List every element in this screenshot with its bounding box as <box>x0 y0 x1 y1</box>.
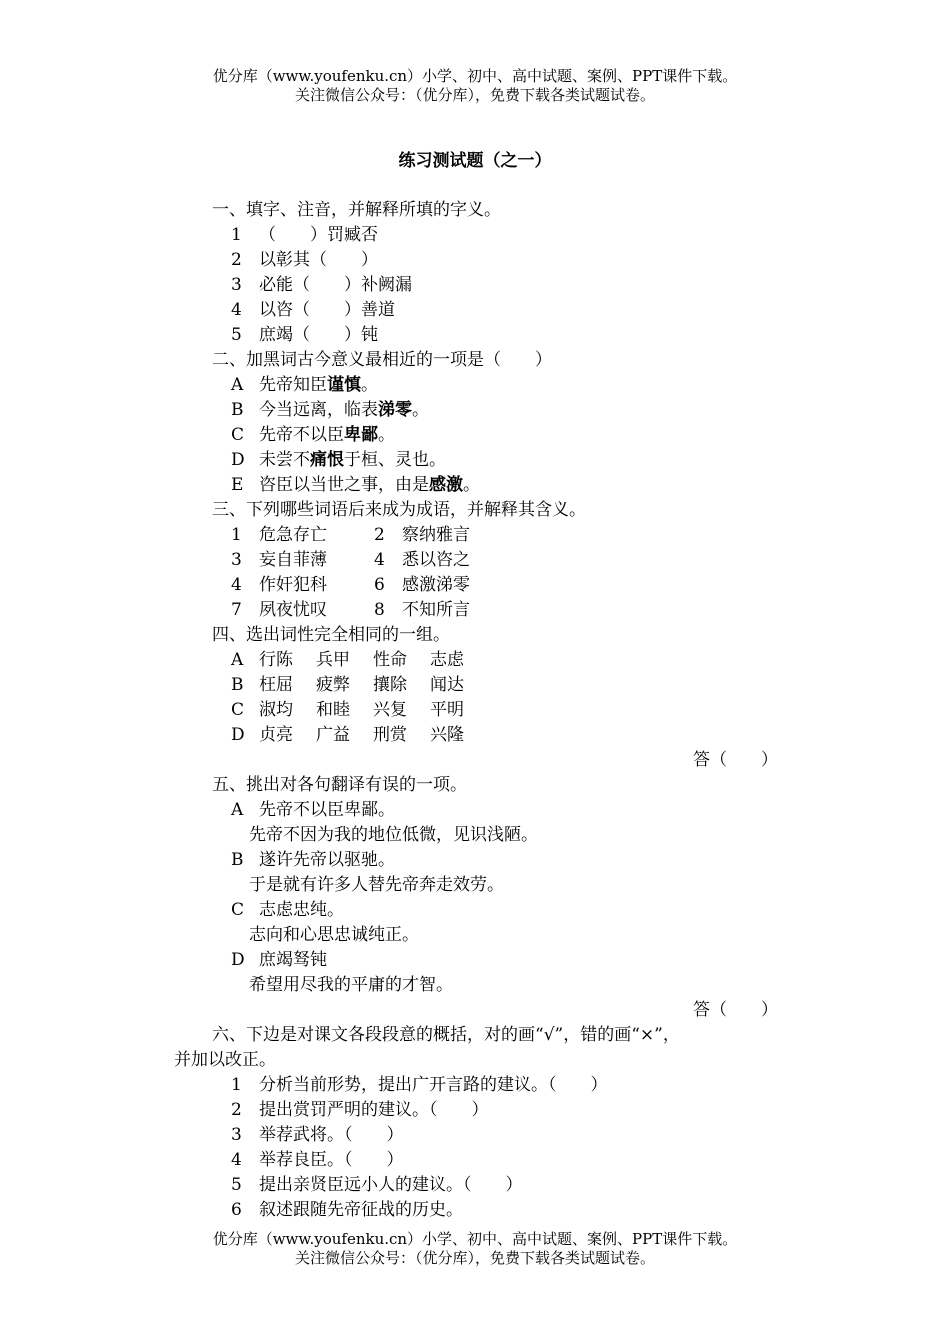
word: 性命 <box>373 650 407 670</box>
item-text: 分析当前形势，提出广开言路的建议。（ ） <box>259 1075 608 1095</box>
item-number: 4 <box>231 575 242 595</box>
option-letter: A <box>231 375 244 395</box>
bold-word: 痛恨 <box>310 450 344 470</box>
page-title: 练习测试题（之一） <box>398 151 552 171</box>
q5-heading: 五、挑出对各句翻译有误的一项。 <box>212 775 467 795</box>
q1-heading: 一、填字、注音，并解释所填的字义。 <box>212 200 501 220</box>
word: 志虑 <box>430 650 464 670</box>
option-letter: C <box>231 700 245 720</box>
option-text-pre: 今当远离，临表 <box>259 400 378 420</box>
q1-item <box>231 224 378 246</box>
option-letter: C <box>231 425 245 445</box>
bold-word: 卑鄙 <box>344 425 378 445</box>
q5-answer-blank: 答（ ） <box>693 1000 778 1020</box>
q4-option <box>231 649 464 671</box>
item-text: 叙述跟随先帝征战的历史。 <box>259 1200 463 1220</box>
option-letter: C <box>231 900 245 920</box>
q6-item <box>231 1124 404 1146</box>
header-line-2: 关注微信公众号：（优分库），免费下载各类试题试卷。 <box>294 86 655 104</box>
q5-option <box>231 949 327 971</box>
idiom-text: 悉以咨之 <box>402 550 470 570</box>
q3-heading: 三、下列哪些词语后来成为成语，并解释其含义。 <box>212 500 586 520</box>
word: 刑赏 <box>373 725 407 745</box>
footer-line-2: 关注微信公众号：（优分库），免费下载各类试题试卷。 <box>294 1249 655 1267</box>
q1-item <box>231 274 412 296</box>
q6-item <box>231 1149 404 1171</box>
q6-item <box>231 1074 608 1096</box>
q5-translation: 先帝不因为我的地位低微，见识浅陋。 <box>249 825 538 845</box>
option-letter: E <box>231 475 244 495</box>
q2-option <box>231 399 429 421</box>
item-text: 以彰其（ ） <box>259 250 378 270</box>
q5-translation: 于是就有许多人替先帝奔走效劳。 <box>249 875 504 895</box>
option-letter: B <box>231 675 244 695</box>
q3-row <box>231 574 470 596</box>
sentence: 庶竭驽钝 <box>259 950 327 970</box>
item-number: 6 <box>374 575 385 595</box>
q6-heading: 六、下边是对课文各段段意的概括，对的画“√”，错的画“×”， <box>212 1025 680 1045</box>
item-text: 庶竭（ ）钝 <box>259 325 378 345</box>
option-text-pre: 咨臣以当世之事，由是 <box>259 475 429 495</box>
item-text: 提出赏罚严明的建议。（ ） <box>259 1100 489 1120</box>
item-number: 2 <box>231 1100 242 1120</box>
item-number: 4 <box>374 550 385 570</box>
option-letter: A <box>231 650 244 670</box>
option-text-post: 。 <box>361 375 378 395</box>
q3-row <box>231 524 470 546</box>
idiom-text: 夙夜忧叹 <box>259 600 327 620</box>
q4-answer-blank: 答（ ） <box>693 750 778 770</box>
word: 兵甲 <box>316 650 350 670</box>
sentence: 遂许先帝以驱驰。 <box>259 850 395 870</box>
idiom-text: 作奸犯科 <box>259 575 327 595</box>
q2-heading: 二、加黑词古今意义最相近的一项是（ ） <box>212 350 552 370</box>
q5-option <box>231 799 395 821</box>
q3-row <box>231 599 470 621</box>
bold-word: 感激 <box>429 475 463 495</box>
q2-option <box>231 374 378 396</box>
option-text-pre: 未尝不 <box>259 450 310 470</box>
option-letter: B <box>231 400 244 420</box>
item-number: 2 <box>231 250 242 270</box>
q5-option <box>231 899 344 921</box>
sentence: 先帝不以臣卑鄙。 <box>259 800 395 820</box>
q4-heading: 四、选出词性完全相同的一组。 <box>212 625 450 645</box>
item-text: 以咨（ ）善道 <box>259 300 395 320</box>
item-number: 3 <box>231 275 242 295</box>
item-number: 5 <box>231 325 242 345</box>
item-text: 必能（ ）补阙漏 <box>259 275 412 295</box>
bold-word: 谨慎 <box>327 375 361 395</box>
item-number: 2 <box>374 525 385 545</box>
q5-option <box>231 849 395 871</box>
option-letter: B <box>231 850 244 870</box>
q6-item <box>231 1099 489 1121</box>
option-letter: A <box>231 800 244 820</box>
q5-translation: 希望用尽我的平庸的才智。 <box>249 975 453 995</box>
q1-item <box>231 299 395 321</box>
q1-item <box>231 324 378 346</box>
item-number: 1 <box>231 225 242 245</box>
item-number: 3 <box>231 1125 242 1145</box>
q3-row <box>231 549 470 571</box>
footer-line-1: 优分库（www.youfenku.cn）小学、初中、高中试题、案例、PPT课件下载。 <box>212 1230 738 1248</box>
option-text-post: 。 <box>412 400 429 420</box>
option-letter: D <box>231 725 245 745</box>
item-number: 4 <box>231 300 242 320</box>
q6-item <box>231 1199 463 1221</box>
bold-word: 涕零 <box>378 400 412 420</box>
item-text: （ ）罚臧否 <box>259 225 378 245</box>
q4-option <box>231 674 464 696</box>
option-letter: D <box>231 950 245 970</box>
word: 枉屈 <box>259 675 293 695</box>
word: 贞亮 <box>259 725 293 745</box>
word: 闻达 <box>430 675 464 695</box>
word: 平明 <box>430 700 464 720</box>
word: 广益 <box>316 725 350 745</box>
option-text-post: 。 <box>378 425 395 445</box>
item-number: 3 <box>231 550 242 570</box>
item-number: 1 <box>231 1075 242 1095</box>
option-text-pre: 先帝知臣 <box>259 375 327 395</box>
option-letter: D <box>231 450 245 470</box>
q2-option <box>231 424 395 446</box>
option-text-pre: 先帝不以臣 <box>259 425 344 445</box>
idiom-text: 感激涕零 <box>402 575 470 595</box>
q6-heading-continued: 并加以改正。 <box>174 1050 276 1070</box>
option-text-post: 。 <box>463 475 480 495</box>
q4-option <box>231 724 464 746</box>
q1-item <box>231 249 378 271</box>
item-number: 5 <box>231 1175 242 1195</box>
word: 和睦 <box>316 700 350 720</box>
q5-translation: 志向和心思忠诚纯正。 <box>249 925 419 945</box>
q6-item <box>231 1174 523 1196</box>
idiom-text: 妄自菲薄 <box>259 550 327 570</box>
idiom-text: 不知所言 <box>402 600 470 620</box>
q4-option <box>231 699 464 721</box>
idiom-text: 危急存亡 <box>259 525 327 545</box>
idiom-text: 察纳雅言 <box>402 525 470 545</box>
q2-option <box>231 449 446 471</box>
header-line-1: 优分库（www.youfenku.cn）小学、初中、高中试题、案例、PPT课件下载。 <box>212 67 738 85</box>
item-text: 举荐良臣。（ ） <box>259 1150 404 1170</box>
sentence: 志虑忠纯。 <box>259 900 344 920</box>
option-text-post: 于桓、灵也。 <box>344 450 446 470</box>
word: 兴隆 <box>430 725 464 745</box>
item-number: 4 <box>231 1150 242 1170</box>
item-text: 举荐武将。（ ） <box>259 1125 404 1145</box>
item-number: 7 <box>231 600 242 620</box>
item-number: 8 <box>374 600 385 620</box>
item-number: 1 <box>231 525 242 545</box>
word: 攘除 <box>373 675 407 695</box>
word: 行陈 <box>259 650 293 670</box>
word: 疲弊 <box>316 675 350 695</box>
item-text: 提出亲贤臣远小人的建议。（ ） <box>259 1175 523 1195</box>
word: 淑均 <box>259 700 293 720</box>
word: 兴复 <box>373 700 407 720</box>
item-number: 6 <box>231 1200 242 1220</box>
q2-option <box>231 474 480 496</box>
